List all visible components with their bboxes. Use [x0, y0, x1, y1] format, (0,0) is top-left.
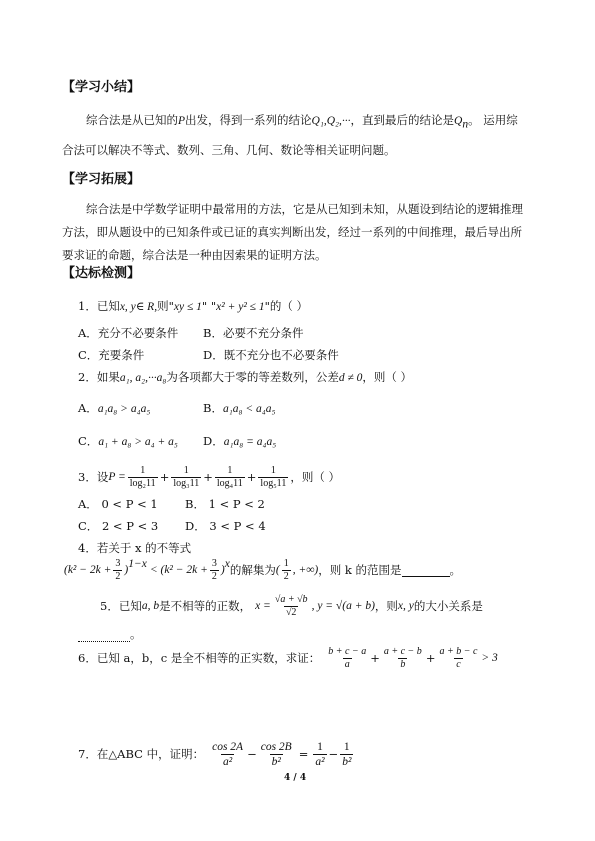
q2-math-d: d ≠ 0 [338, 372, 363, 384]
q4-end: 。 [449, 563, 462, 577]
q1-text-d: "的（ ） [264, 299, 309, 313]
summary-text-a: 综合法是从已知的 [86, 113, 178, 127]
q4-text-range: ，则 k 的范围是 [318, 563, 402, 577]
page-number: 4 / 4 [284, 773, 307, 783]
q3-option-c: C． 2 < P < 3 [78, 519, 159, 533]
q2-text-c: ，则（ ） [362, 370, 413, 384]
q1-text-b: 则" [157, 299, 174, 313]
q3-stem [78, 461, 340, 493]
q7-equals: = [298, 747, 309, 761]
q3-plus-3: + [246, 470, 257, 484]
q2-stem [78, 369, 412, 386]
extension-line-1: 综合法是中学数学证明中最常用的方法，它是从已知到未知，从题设到结论的逻辑推理 [86, 202, 523, 216]
q4-expr-b: ) [124, 564, 129, 576]
q5-answer-line [78, 626, 142, 642]
q6-tail: > 3 [481, 652, 498, 664]
q5-text-c: ，则 [374, 599, 398, 613]
q2-option-c [78, 433, 178, 450]
q2-option-c-math: a₁ + a₈ > a₄ + a₅ [98, 436, 178, 448]
q5-x-eq: x = [255, 600, 271, 612]
summary-text-b: 出发，得到一系列的结论 [185, 113, 312, 127]
q3-text-b: ，则（ ） [290, 470, 340, 484]
extension-line-3: 要求证的命题，综合法是一种由因索果的证明方法。 [62, 248, 327, 262]
q7-frac-4: $\frac{1}{\text{b²}}$ [342, 740, 352, 768]
extension-line-2: 方法，即从题设中的已知条件或已证的真实判断出发，经过一系列的中间推理，最后导出所 [62, 225, 522, 239]
q1-math-cond2: x² + y² ≤ 1 [216, 301, 265, 313]
q7-minus-1: − [247, 747, 257, 761]
q3-fraction-1: $\frac{1}{\text{log₂11}}$ [129, 464, 156, 489]
q2-option-d-label: D． [203, 434, 224, 448]
q4-frac-1: $\frac{3}{2}$ [115, 557, 121, 582]
q4-exp-2: x [224, 558, 230, 570]
q2-option-b [203, 400, 275, 417]
q1-stem [78, 298, 308, 315]
q3-plus-2: + [203, 470, 213, 484]
summary-qn: Q [454, 115, 463, 127]
test-header: 【达标检测】 [62, 266, 141, 281]
q4-expr-a: (k² − 2k + [64, 564, 112, 576]
q1-option-a: A．充分不必要条件 [78, 326, 179, 340]
q2-option-a-label: A． [78, 401, 98, 415]
summary-header: 【学习小结】 [62, 80, 141, 95]
q4-frac-2: $\frac{3}{2}$ [211, 557, 217, 582]
q2-option-d-math: a₁a₈ = a₄a₅ [223, 436, 277, 448]
q2-option-b-label: B． [203, 401, 223, 415]
extension-header: 【学习拓展】 [62, 172, 141, 187]
q1-math-cond1: xy ≤ 1 [173, 301, 202, 313]
q1-option-c: C．充要条件 [78, 348, 145, 362]
q4-exp-1: 1−x [128, 558, 147, 570]
q6-stem [78, 641, 498, 675]
q3-text-a: 3．设 [78, 470, 109, 484]
q2-option-d [203, 433, 276, 450]
q3-fraction-3: $\frac{1}{\text{log₄11}}$ [216, 464, 243, 489]
summary-text-d: 。 运用综 [468, 113, 518, 127]
q7-stem [78, 736, 355, 772]
q3-fraction-4: $\frac{1}{\text{log₅11}}$ [260, 464, 287, 489]
q4-inequality [64, 556, 461, 584]
summary-p: P [178, 115, 186, 127]
q4-expr-c: ) [220, 564, 225, 576]
q2-text-a: 2．如果 [78, 370, 120, 384]
q5-end: 。 [130, 627, 142, 641]
q5-text-a: 5．已知 [100, 599, 142, 613]
q5-text-d: 的大小关系是 [413, 599, 483, 613]
q1-math-xy: x, y∈ R, [119, 301, 158, 313]
q5-x-frac: $\frac{√a + √b}{√2}$ [274, 593, 308, 618]
q3-math-p: P = [108, 471, 126, 483]
q5-math-xy: x, y [397, 600, 414, 612]
q6-frac-2: $\frac{a + c - b}{b}$ [383, 645, 422, 670]
summary-line-1: 综合法是从已知的P出发，得到一系列的结论Q₁,Q₂,···，直到最后的结论是$Q_n$。 运用综 [86, 113, 518, 131]
summary-line-2: 合法可以解决不等式、数列、三角、几何、数论等相关证明问题。 [62, 143, 396, 157]
q2-option-a [78, 400, 150, 417]
q3-plus-1: + [159, 470, 170, 484]
q6-plus-2: + [425, 651, 436, 665]
q5-stem [100, 589, 483, 623]
q5-y-eq: , y = √(a + b) [311, 600, 375, 612]
q7-frac-1: $\frac{\cos 2A}{\text{a²}}$ [212, 740, 244, 768]
summary-q: Q₁,Q₂,··· [311, 115, 351, 127]
q3-option-a: A． 0 < P < 1 [78, 497, 158, 511]
q7-frac-3: $\frac{1}{\text{a²}}$ [315, 740, 325, 768]
q4-half: $\frac{1}{2}$ [283, 557, 289, 582]
q6-text: 6．已知 a，b，c 是全不相等的正实数，求证： [78, 651, 321, 665]
q1-text-c: " " [201, 299, 217, 313]
q3-fraction-2: $\frac{1}{\text{log₃11}}$ [173, 464, 200, 489]
q5-text-b: 是不相等的正数， [159, 599, 252, 613]
q4-stem: 4．若关于 x 的不等式 [78, 541, 192, 555]
q4-interval-a: ( [275, 564, 280, 576]
summary-text-c: ，直到最后的结论是 [350, 113, 455, 127]
q4-text-solution: 的解集为 [229, 563, 276, 577]
q2-option-a-math: a₁a₈ > a₄a₅ [97, 403, 151, 415]
q4-expr-lt: < (k² − 2k + [149, 564, 208, 576]
q7-frac-2: $\frac{\cos 2B}{\text{b²}}$ [260, 740, 292, 768]
q3-option-d: D． 3 < P < 4 [185, 519, 266, 533]
q3-option-b: B． 1 < P < 2 [185, 497, 265, 511]
q2-option-c-label: C． [78, 434, 99, 448]
q1-text-a: 1．已知 [78, 299, 120, 313]
q6-frac-1: $\frac{b + c - a}{a}$ [328, 645, 367, 670]
q2-math-seq: a₁, a₂,···a₈ [119, 372, 167, 384]
q4-answer-blank[interactable] [402, 564, 450, 577]
q5-math-ab: a, b [141, 600, 160, 612]
q7-text: 7．在△ABC 中，证明： [78, 747, 205, 761]
q1-option-b: B．必要不充分条件 [203, 326, 304, 340]
q1-option-d: D．既不充分也不必要条件 [203, 348, 339, 362]
q6-frac-3: $\frac{a + b - c}{c}$ [439, 645, 478, 670]
q6-plus-1: + [370, 651, 380, 665]
q2-text-b: 为各项都大于零的等差数列，公差 [166, 370, 339, 384]
q4-interval-b: , +∞) [292, 564, 319, 576]
q2-option-b-math: a₁a₈ < a₄a₅ [222, 403, 276, 415]
q7-minus-2: − [328, 747, 339, 761]
